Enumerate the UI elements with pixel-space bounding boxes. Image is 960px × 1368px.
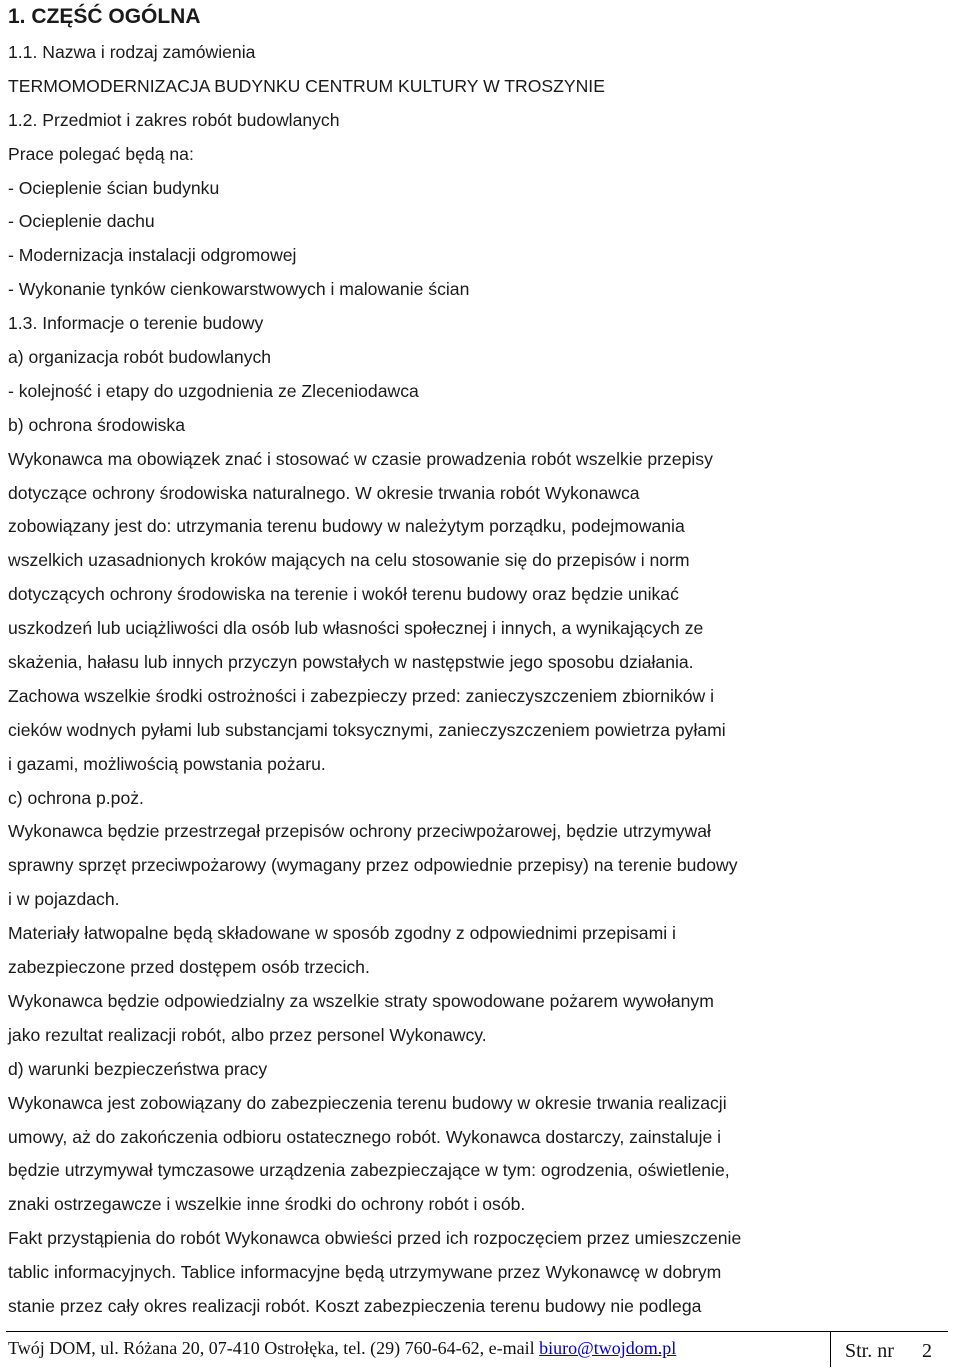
text-line: 1.2. Przedmiot i zakres robót budowlanych (8, 109, 340, 130)
text-line: Wykonawca będzie odpowiedzialny za wszelkie straty spowodowane pożarem wywołanym (8, 990, 714, 1011)
section-heading: 1. CZĘŚĆ OGÓLNA (8, 5, 201, 28)
text-line: Wykonawca ma obowiązek znać i stosować w czasie prowadzenia robót wszelkie przepisy (8, 448, 713, 469)
text-line: - kolejność i etapy do uzgodnienia ze Zleceniodawca (8, 380, 419, 401)
text-line: Zachowa wszelkie środki ostrożności i zabezpieczy przed: zanieczyszczeniem zbiorników i (8, 685, 714, 706)
text-line: b) ochrona środowiska (8, 414, 186, 435)
text-line: a) organizacja robót budowlanych (8, 347, 272, 368)
text-line: jako rezultat realizacji robót, albo przez personel Wykonawcy. (8, 1024, 487, 1045)
text-line: stanie przez cały okres realizacji robót. Koszt zabezpieczenia terenu budowy nie podlega (8, 1295, 702, 1316)
page-number-box (830, 1332, 948, 1367)
text-lines (8, 36, 948, 1324)
text-line: - Wykonanie tynków cienkowarstwowych i malowanie ścian (8, 279, 470, 300)
text-line: cieków wodnych pyłami lub substancjami toksycznymi, zanieczyszczeniem powietrza pyłami (8, 719, 726, 740)
text-line: - Ocieplenie dachu (8, 211, 155, 232)
footer-contact (8, 1338, 676, 1359)
text-line: Prace polegać będą na: (8, 143, 194, 164)
text-line: zobowiązany jest do: utrzymania terenu budowy w należytym porządku, podejmowania (8, 516, 685, 537)
text-line: Wykonawca jest zobowiązany do zabezpieczenia terenu budowy w okresie trwania realizacji (8, 1092, 727, 1113)
text-line: c) ochrona p.poż. (8, 787, 144, 808)
text-line: sprawny sprzęt przeciwpożarowy (wymagany przez odpowiednie przepisy) na terenie budowy (8, 855, 738, 876)
document-body (8, 0, 948, 1324)
page-footer (6, 1331, 948, 1367)
page-label: Str. nr (845, 1340, 894, 1362)
text-line: - Ocieplenie ścian budynku (8, 177, 220, 198)
text-line: - Modernizacja instalacji odgromowej (8, 245, 297, 266)
text-line: wszelkich uzasadnionych kroków mających na celu stosowanie się do przepisów i norm (8, 550, 690, 571)
text-line: 1.1. Nazwa i rodzaj zamówienia (8, 42, 256, 62)
text-line: i w pojazdach. (8, 889, 120, 910)
text-line: zabezpieczone przed dostępem osób trzecich. (8, 957, 370, 978)
text-line: będzie utrzymywał tymczasowe urządzenia zabezpieczające w tym: ogrodzenia, oświetlenie, (8, 1160, 730, 1181)
text-line: uszkodzeń lub uciążliwości dla osób lub własności społecznej i innych, a wynikających ze (8, 618, 704, 639)
footer-email-link[interactable]: biuro@twojdom.pl (539, 1338, 677, 1358)
text-line: d) warunki bezpieczeństwa pracy (8, 1058, 268, 1079)
text-line: 1.3. Informacje o terenie budowy (8, 313, 264, 334)
text-line: Materiały łatwopalne będą składowane w sposób zgodny z odpowiednimi przepisami i (8, 923, 676, 944)
text-line: tablic informacyjnych. Tablice informacyjne będą utrzymywane przez Wykonawcę w dobrym (8, 1262, 722, 1283)
text-line: umowy, aż do zakończenia odbioru ostatecznego robót. Wykonawca dostarczy, zainstaluje i (8, 1126, 722, 1147)
text-line: znaki ostrzegawcze i wszelkie inne środki do ochrony robót i osób. (8, 1194, 526, 1215)
page-number: 2 (922, 1340, 932, 1362)
text-line: Wykonawca będzie przestrzegał przepisów ochrony przeciwpożarowej, będzie utrzymywał (8, 821, 711, 842)
text-line: TERMOMODERNIZACJA BUDYNKU CENTRUM KULTURY W TROSZYNIE (8, 75, 605, 96)
text-line: dotyczących ochrony środowiska na terenie i wokół terenu budowy oraz będzie unikać (8, 584, 679, 605)
text-line: Fakt przystąpienia do robót Wykonawca obwieści przed ich rozpoczęciem przez umieszczenie (8, 1228, 742, 1249)
text-line: i gazami, możliwością powstania pożaru. (8, 753, 326, 774)
footer-company-text: Twój DOM, ul. Różana 20, 07-410 Ostrołęka, tel. (29) 760-64-62, e-mail (8, 1338, 540, 1358)
text-line: dotyczące ochrony środowiska naturalnego. W okresie trwania robót Wykonawca (8, 482, 640, 503)
text-line: skażenia, hałasu lub innych przyczyn powstałych w następstwie jego sposobu działania. (8, 652, 694, 673)
